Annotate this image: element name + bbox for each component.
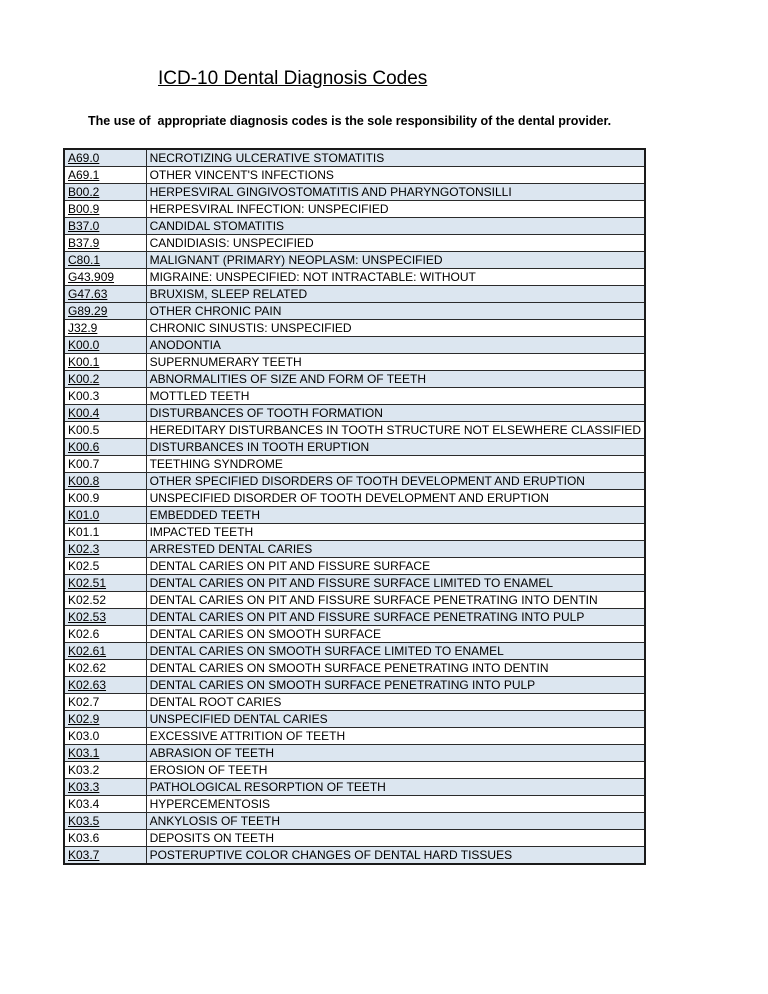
diagnosis-description: EMBEDDED TEETH <box>146 507 645 524</box>
table-row <box>64 626 645 643</box>
table-row <box>64 235 645 252</box>
diagnosis-code: K00.2 <box>64 371 146 388</box>
diagnosis-description: PATHOLOGICAL RESORPTION OF TEETH <box>146 779 645 796</box>
table-row <box>64 575 645 592</box>
table-row <box>64 201 645 218</box>
table-row <box>64 813 645 830</box>
table-row <box>64 473 645 490</box>
diagnosis-code: K02.52 <box>64 592 146 609</box>
diagnosis-code: K02.7 <box>64 694 146 711</box>
diagnosis-code: G89.29 <box>64 303 146 320</box>
table-row <box>64 643 645 660</box>
table-row <box>64 490 645 507</box>
diagnosis-code: G43.909 <box>64 269 146 286</box>
diagnosis-description: DEPOSITS ON TEETH <box>146 830 645 847</box>
table-row <box>64 388 645 405</box>
diagnosis-code: K02.9 <box>64 711 146 728</box>
table-row <box>64 337 645 354</box>
diagnosis-description: DENTAL CARIES ON PIT AND FISSURE SURFACE PENETRATING INTO PULP <box>146 609 645 626</box>
diagnosis-code: K03.1 <box>64 745 146 762</box>
diagnosis-description: EXCESSIVE ATTRITION OF TEETH <box>146 728 645 745</box>
diagnosis-description: HERPESVIRAL GINGIVOSTOMATITIS AND PHARYNGOTONSILLI <box>146 184 645 201</box>
diagnosis-code: K03.6 <box>64 830 146 847</box>
diagnosis-code: B00.9 <box>64 201 146 218</box>
diagnosis-code: K02.3 <box>64 541 146 558</box>
diagnosis-description: DENTAL CARIES ON PIT AND FISSURE SURFACE PENETRATING INTO DENTIN <box>146 592 645 609</box>
diagnosis-description: EROSION OF TEETH <box>146 762 645 779</box>
diagnosis-code: K00.8 <box>64 473 146 490</box>
page-title: ICD-10 Dental Diagnosis Codes <box>158 68 428 89</box>
diagnosis-code: K00.6 <box>64 439 146 456</box>
diagnosis-description: ANODONTIA <box>146 337 645 354</box>
diagnosis-description: TEETHING SYNDROME <box>146 456 645 473</box>
table-row <box>64 847 645 865</box>
table-row <box>64 439 645 456</box>
diagnosis-description: HEREDITARY DISTURBANCES IN TOOTH STRUCTURE NOT ELSEWHERE CLASSIFIED <box>146 422 645 439</box>
diagnosis-code: J32.9 <box>64 320 146 337</box>
diagnosis-code: K01.1 <box>64 524 146 541</box>
diagnosis-code: K00.5 <box>64 422 146 439</box>
diagnosis-description: ABRASION OF TEETH <box>146 745 645 762</box>
diagnosis-description: CHRONIC SINUSTIS: UNSPECIFIED <box>146 320 645 337</box>
table-row <box>64 558 645 575</box>
table-row <box>64 405 645 422</box>
diagnosis-description: DISTURBANCES IN TOOTH ERUPTION <box>146 439 645 456</box>
diagnosis-codes-table <box>63 148 646 865</box>
diagnosis-code: B37.0 <box>64 218 146 235</box>
diagnosis-description: UNSPECIFIED DENTAL CARIES <box>146 711 645 728</box>
diagnosis-description: MOTTLED TEETH <box>146 388 645 405</box>
diagnosis-description: DENTAL CARIES ON SMOOTH SURFACE LIMITED TO ENAMEL <box>146 643 645 660</box>
diagnosis-description: DISTURBANCES OF TOOTH FORMATION <box>146 405 645 422</box>
table-row <box>64 677 645 694</box>
diagnosis-code: K03.5 <box>64 813 146 830</box>
table-row <box>64 728 645 745</box>
table-row <box>64 252 645 269</box>
diagnosis-code: K02.53 <box>64 609 146 626</box>
table-row <box>64 218 645 235</box>
table-row <box>64 286 645 303</box>
diagnosis-description: DENTAL CARIES ON PIT AND FISSURE SURFACE LIMITED TO ENAMEL <box>146 575 645 592</box>
disclaimer <box>88 114 611 128</box>
diagnosis-description: NECROTIZING ULCERATIVE STOMATITIS <box>146 149 645 167</box>
table-row <box>64 303 645 320</box>
diagnosis-code: A69.0 <box>64 149 146 167</box>
table-row <box>64 830 645 847</box>
diagnosis-description: POSTERUPTIVE COLOR CHANGES OF DENTAL HARD TISSUES <box>146 847 645 865</box>
diagnosis-description: MIGRAINE: UNSPECIFIED: NOT INTRACTABLE: WITHOUT <box>146 269 645 286</box>
diagnosis-description: DENTAL CARIES ON SMOOTH SURFACE PENETRATING INTO DENTIN <box>146 660 645 677</box>
diagnosis-description: OTHER CHRONIC PAIN <box>146 303 645 320</box>
table-row <box>64 660 645 677</box>
diagnosis-code: K02.5 <box>64 558 146 575</box>
table-row <box>64 796 645 813</box>
table-row <box>64 507 645 524</box>
diagnosis-code: K00.0 <box>64 337 146 354</box>
table-row <box>64 541 645 558</box>
table-row <box>64 609 645 626</box>
diagnosis-code: A69.1 <box>64 167 146 184</box>
diagnosis-code: K00.4 <box>64 405 146 422</box>
disclaimer-lead: The use of <box>88 114 151 128</box>
table-row <box>64 592 645 609</box>
diagnosis-code: K02.61 <box>64 643 146 660</box>
diagnosis-description: UNSPECIFIED DISORDER OF TOOTH DEVELOPMENT AND ERUPTION <box>146 490 645 507</box>
diagnosis-code: K01.0 <box>64 507 146 524</box>
diagnosis-code: K03.2 <box>64 762 146 779</box>
table-row <box>64 745 645 762</box>
diagnosis-code: K02.63 <box>64 677 146 694</box>
table-row <box>64 354 645 371</box>
diagnosis-code: K03.4 <box>64 796 146 813</box>
table-row <box>64 524 645 541</box>
diagnosis-description: MALIGNANT (PRIMARY) NEOPLASM: UNSPECIFIED <box>146 252 645 269</box>
diagnosis-description: IMPACTED TEETH <box>146 524 645 541</box>
diagnosis-description: CANDIDAL STOMATITIS <box>146 218 645 235</box>
diagnosis-description: ARRESTED DENTAL CARIES <box>146 541 645 558</box>
diagnosis-code: B00.2 <box>64 184 146 201</box>
table-row <box>64 762 645 779</box>
diagnosis-description: DENTAL ROOT CARIES <box>146 694 645 711</box>
diagnosis-description: DENTAL CARIES ON PIT AND FISSURE SURFACE <box>146 558 645 575</box>
diagnosis-code: K03.7 <box>64 847 146 865</box>
diagnosis-code: K02.62 <box>64 660 146 677</box>
diagnosis-code: K00.7 <box>64 456 146 473</box>
table-row <box>64 149 645 167</box>
diagnosis-description: OTHER VINCENT'S INFECTIONS <box>146 167 645 184</box>
diagnosis-code: G47.63 <box>64 286 146 303</box>
diagnosis-codes-body <box>64 149 645 864</box>
diagnosis-description: BRUXISM, SLEEP RELATED <box>146 286 645 303</box>
table-row <box>64 694 645 711</box>
diagnosis-description: HYPERCEMENTOSIS <box>146 796 645 813</box>
table-row <box>64 422 645 439</box>
diagnosis-code: K02.51 <box>64 575 146 592</box>
table-row <box>64 184 645 201</box>
diagnosis-code: C80.1 <box>64 252 146 269</box>
diagnosis-description: ABNORMALITIES OF SIZE AND FORM OF TEETH <box>146 371 645 388</box>
diagnosis-description: DENTAL CARIES ON SMOOTH SURFACE <box>146 626 645 643</box>
table-row <box>64 456 645 473</box>
table-row <box>64 711 645 728</box>
diagnosis-description: HERPESVIRAL INFECTION: UNSPECIFIED <box>146 201 645 218</box>
diagnosis-description: SUPERNUMERARY TEETH <box>146 354 645 371</box>
diagnosis-code: K02.6 <box>64 626 146 643</box>
table-row <box>64 167 645 184</box>
table-row <box>64 371 645 388</box>
table-row <box>64 320 645 337</box>
diagnosis-code: B37.9 <box>64 235 146 252</box>
diagnosis-code: K00.9 <box>64 490 146 507</box>
diagnosis-description: OTHER SPECIFIED DISORDERS OF TOOTH DEVELOPMENT AND ERUPTION <box>146 473 645 490</box>
diagnosis-code: K00.3 <box>64 388 146 405</box>
diagnosis-description: ANKYLOSIS OF TEETH <box>146 813 645 830</box>
diagnosis-description: DENTAL CARIES ON SMOOTH SURFACE PENETRATING INTO PULP <box>146 677 645 694</box>
table-row <box>64 779 645 796</box>
diagnosis-code: K00.1 <box>64 354 146 371</box>
disclaimer-text: appropriate diagnosis codes is the sole responsibility of the dental provider. <box>157 114 612 128</box>
table-row <box>64 269 645 286</box>
diagnosis-code: K03.3 <box>64 779 146 796</box>
diagnosis-code: K03.0 <box>64 728 146 745</box>
diagnosis-description: CANDIDIASIS: UNSPECIFIED <box>146 235 645 252</box>
